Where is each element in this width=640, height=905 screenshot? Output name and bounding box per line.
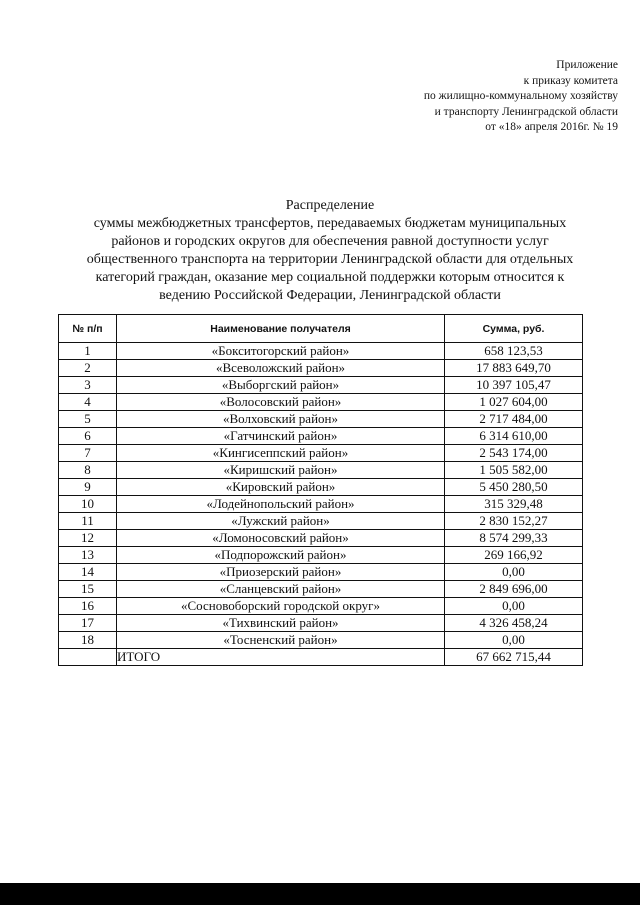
amount: 315 329,48 xyxy=(445,496,583,513)
recipient-name: «Лужский район» xyxy=(117,513,445,530)
row-number: 11 xyxy=(59,513,117,530)
table-row xyxy=(59,411,583,428)
amount: 2 543 174,00 xyxy=(445,445,583,462)
table-row xyxy=(59,479,583,496)
table-row xyxy=(59,394,583,411)
table-row xyxy=(59,513,583,530)
amount: 0,00 xyxy=(445,598,583,615)
amount: 8 574 299,33 xyxy=(445,530,583,547)
row-number: 10 xyxy=(59,496,117,513)
amount: 17 883 649,70 xyxy=(445,360,583,377)
table-row xyxy=(59,462,583,479)
table-row xyxy=(59,632,583,649)
recipient-name: «Кировский район» xyxy=(117,479,445,496)
distribution-table xyxy=(58,314,583,666)
table-body xyxy=(59,343,583,666)
scan-edge-bar xyxy=(0,883,640,905)
amount: 5 450 280,50 xyxy=(445,479,583,496)
recipient-name: «Ломоносовский район» xyxy=(117,530,445,547)
table-row xyxy=(59,496,583,513)
heading-line: районов и городских округов для обеспечения равной доступности услуг xyxy=(111,234,549,249)
table-header-row xyxy=(59,315,583,343)
row-number: 15 xyxy=(59,581,117,598)
appendix-line: по жилищно-коммунальному хозяйству xyxy=(423,90,618,102)
recipient-name: «Тосненский район» xyxy=(117,632,445,649)
row-number: 3 xyxy=(59,377,117,394)
document-heading xyxy=(30,197,630,305)
recipient-name: «Бокситогорский район» xyxy=(117,343,445,360)
amount: 658 123,53 xyxy=(445,343,583,360)
row-number: 16 xyxy=(59,598,117,615)
row-number: 13 xyxy=(59,547,117,564)
recipient-name: «Волховский район» xyxy=(117,411,445,428)
amount: 6 314 610,00 xyxy=(445,428,583,445)
row-number: 9 xyxy=(59,479,117,496)
recipient-name: «Лодейнопольский район» xyxy=(117,496,445,513)
row-number: 7 xyxy=(59,445,117,462)
table-row xyxy=(59,615,583,632)
heading-line: ведению Российской Федерации, Ленинградской области xyxy=(159,288,501,303)
amount: 1 505 582,00 xyxy=(445,462,583,479)
recipient-name: «Подпорожский район» xyxy=(117,547,445,564)
appendix-line: Приложение xyxy=(556,59,618,71)
row-number: 2 xyxy=(59,360,117,377)
header-number: № п/п xyxy=(59,315,117,343)
table-row xyxy=(59,445,583,462)
recipient-name: «Всеволожский район» xyxy=(117,360,445,377)
recipient-name: «Выборгский район» xyxy=(117,377,445,394)
row-number: 8 xyxy=(59,462,117,479)
row-number: 17 xyxy=(59,615,117,632)
table-row xyxy=(59,598,583,615)
table-row xyxy=(59,547,583,564)
table-row xyxy=(59,377,583,394)
amount: 269 166,92 xyxy=(445,547,583,564)
row-number: 4 xyxy=(59,394,117,411)
recipient-name: «Кингисеппский район» xyxy=(117,445,445,462)
amount: 2 830 152,27 xyxy=(445,513,583,530)
amount: 0,00 xyxy=(445,564,583,581)
row-number: 12 xyxy=(59,530,117,547)
heading-line: категорий граждан, оказание мер социальной поддержки которым относится к xyxy=(95,270,565,285)
row-number: 5 xyxy=(59,411,117,428)
total-label: ИТОГО xyxy=(117,649,445,666)
recipient-name: «Волосовский район» xyxy=(117,394,445,411)
appendix-line: и транспорту Ленинградской области xyxy=(434,105,618,118)
row-number: 6 xyxy=(59,428,117,445)
recipient-name: «Тихвинский район» xyxy=(117,615,445,632)
recipient-name: «Сосновоборский городской округ» xyxy=(117,598,445,615)
header-recipient: Наименование получателя xyxy=(117,315,445,343)
total-amount: 67 662 715,44 xyxy=(445,649,583,666)
heading-line: общественного транспорта на территории Ленинградской области для отдельных xyxy=(86,252,574,267)
table-row xyxy=(59,564,583,581)
table-row xyxy=(59,360,583,377)
recipient-name: «Сланцевский район» xyxy=(117,581,445,598)
row-number: 14 xyxy=(59,564,117,581)
appendix-header xyxy=(318,58,618,136)
table-row xyxy=(59,530,583,547)
total-empty-cell xyxy=(59,649,117,666)
amount: 2 717 484,00 xyxy=(445,411,583,428)
amount: 4 326 458,24 xyxy=(445,615,583,632)
appendix-line: от «18» апреля 2016г. № 19 xyxy=(485,121,618,133)
amount: 1 027 604,00 xyxy=(445,394,583,411)
table-total-row xyxy=(59,649,583,666)
appendix-line: к приказу комитета xyxy=(523,74,618,87)
amount: 2 849 696,00 xyxy=(445,581,583,598)
recipient-name: «Гатчинский район» xyxy=(117,428,445,445)
document-title: Распределение xyxy=(285,198,375,213)
table-row xyxy=(59,581,583,598)
heading-line: суммы межбюджетных трансфертов, передаваемых бюджетам муниципальных xyxy=(93,216,567,231)
recipient-name: «Киришский район» xyxy=(117,462,445,479)
row-number: 18 xyxy=(59,632,117,649)
header-amount: Сумма, руб. xyxy=(445,315,583,343)
amount: 10 397 105,47 xyxy=(445,377,583,394)
table-row xyxy=(59,343,583,360)
table-row xyxy=(59,428,583,445)
amount: 0,00 xyxy=(445,632,583,649)
row-number: 1 xyxy=(59,343,117,360)
recipient-name: «Приозерский район» xyxy=(117,564,445,581)
